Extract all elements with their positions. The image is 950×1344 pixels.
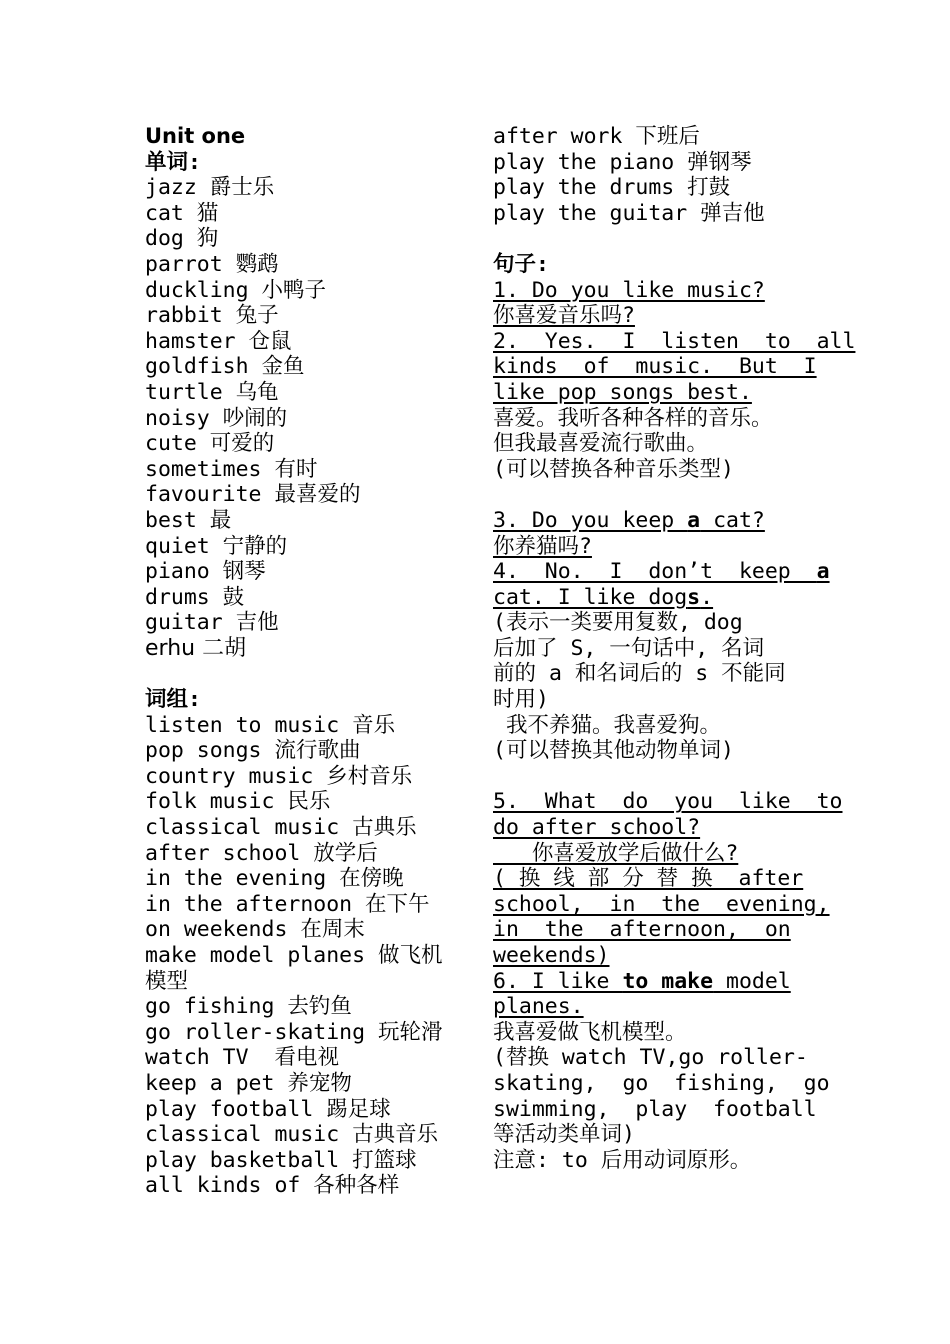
phrase-item: country music 乡村音乐: [145, 763, 413, 789]
sentence-6-note: 注意: to 后用动词原形。: [493, 1147, 752, 1173]
phrase-item: play basketball 打篮球: [145, 1147, 417, 1173]
sentence-3-part: cat?: [700, 507, 765, 533]
phrase-item: after work 下班后: [493, 124, 700, 149]
phrase-item: in the evening 在傍晚: [145, 866, 404, 892]
word-item: guitar 吉他: [145, 610, 279, 636]
sentence-4-note: (表示一类要用复数, dog: [493, 610, 743, 636]
word-item: erhu 二胡: [145, 635, 247, 661]
word-item: rabbit 兔子: [145, 303, 279, 329]
sentence-4-bold: a: [816, 559, 830, 585]
phrase-item: go fishing 去钓鱼: [145, 994, 352, 1020]
phrase-item: classical music 古典乐: [145, 815, 417, 841]
sentence-3-english: [493, 508, 811, 534]
sentence-6-bold: to make: [622, 968, 714, 994]
phrase-item: go roller-skating 玩轮滑: [145, 1019, 443, 1045]
phrase-item: in the afternoon 在下午: [145, 891, 430, 917]
spacer: [145, 661, 465, 687]
sentences-heading: 句子:: [493, 251, 549, 277]
phrase-item: after school 放学后: [145, 840, 378, 866]
phrase-item: on weekends 在周末: [145, 917, 365, 943]
sentence-5-note: ( 换 线 部 分 替 换 after: [493, 866, 804, 892]
sentence-6-part: 6. I like: [493, 968, 623, 994]
sentence-2-english: like pop songs best.: [493, 379, 752, 405]
word-item: piano 钢琴: [145, 559, 266, 585]
word-item: goldfish 金鱼: [145, 354, 305, 380]
sentence-4-part: .: [700, 584, 714, 610]
sentence-5-note: school, in the evening,: [493, 891, 830, 917]
word-item: quiet 宁静的: [145, 533, 288, 559]
word-item: parrot 鹦鹉: [145, 251, 279, 277]
sentence-3-chinese: 你养猫吗?: [493, 533, 592, 559]
phrase-item: play the drums 打鼓: [493, 175, 731, 201]
sentence-1-chinese: 你喜爱音乐吗?: [493, 303, 635, 329]
word-item: drums 鼓: [145, 584, 245, 610]
sentence-4-note: 前的 a 和名词后的 s 不能同: [493, 661, 786, 687]
sentence-3-part: 3. Do you keep: [493, 507, 688, 533]
word-item: duckling 小鸭子: [145, 277, 326, 303]
sentence-6-note: skating, go fishing, go: [493, 1070, 830, 1096]
sentence-3-bold: a: [687, 507, 701, 533]
sentence-5-english: do after school?: [493, 815, 701, 841]
phrase-item: play football 踢足球: [145, 1096, 391, 1122]
sentence-5-chinese: 你喜爱放学后做什么?: [493, 840, 739, 866]
phrase-item: play the guitar 弹吉他: [493, 200, 765, 226]
sentence-4-note: (可以替换其他动物单词): [493, 738, 734, 764]
phrase-item: keep a pet 养宠物: [145, 1070, 352, 1096]
sentence-2-english: kinds of music. But I: [493, 354, 817, 380]
phrase-item: all kinds of 各种各样: [145, 1173, 400, 1199]
sentence-4-bold: s: [687, 584, 701, 610]
sentence-5-english: 5. What do you like to: [493, 789, 843, 815]
right-column: [493, 124, 856, 1173]
spacer: [493, 764, 811, 790]
phrase-item: 模型: [145, 968, 189, 994]
sentence-4-english: [493, 585, 811, 611]
sentence-6-part: model: [713, 968, 791, 994]
word-item: jazz 爵士乐: [145, 175, 275, 201]
word-item: dog 狗: [145, 226, 219, 252]
phrase-item: make model planes 做飞机: [145, 943, 443, 968]
phrase-item: classical music 古典音乐: [145, 1122, 439, 1148]
word-item: best 最: [145, 507, 232, 533]
phrase-item: watch TV 看电视: [145, 1045, 339, 1071]
sentence-2-note: (可以替换各种音乐类型): [493, 456, 734, 482]
sentence-5-note: in the afternoon, on: [493, 917, 791, 943]
spacer: [493, 482, 811, 508]
sentence-4-english: [493, 559, 830, 585]
sentence-4-note: 时用): [493, 687, 549, 713]
word-item: favourite 最喜爱的: [145, 482, 361, 508]
sentence-4-note: 后加了 S, 一句话中, 名词: [493, 635, 765, 661]
sentence-2-english: 2. Yes. I listen to all: [493, 328, 856, 354]
sentence-2-chinese: 喜爱。我听各种各样的音乐。: [493, 405, 773, 431]
phrase-item: folk music 民乐: [145, 789, 331, 815]
word-item: cute 可爱的: [145, 431, 275, 457]
phrase-item: pop songs 流行歌曲: [145, 738, 361, 764]
sentence-2-chinese: 但我最喜爱流行歌曲。: [493, 431, 709, 457]
word-item: turtle 乌龟: [145, 379, 279, 405]
sentence-4-part: 4. No. I don’t keep: [493, 559, 817, 585]
phrases-heading: 词组:: [145, 687, 201, 713]
words-heading: 单词:: [145, 149, 201, 175]
word-item: sometimes 有时: [145, 456, 318, 482]
unit-title: Unit one: [145, 124, 246, 148]
sentence-6-note: (替换 watch TV,go roller-: [493, 1045, 808, 1071]
sentence-4-part: cat. I like dog: [493, 584, 688, 610]
word-item: hamster 仓鼠: [145, 328, 292, 354]
sentence-6-chinese: 我喜爱做飞机模型。: [493, 1019, 687, 1045]
phrase-item: play the piano 弹钢琴: [493, 149, 752, 175]
spacer: [493, 226, 811, 252]
sentence-5-note: weekends): [493, 943, 610, 968]
sentence-4-chinese: 我不养猫。我喜爱狗。: [493, 712, 721, 738]
sentence-6-note: swimming, play football: [493, 1096, 817, 1122]
word-item: cat 猫: [145, 200, 219, 226]
sentence-6-english: planes.: [493, 994, 584, 1020]
word-item: noisy 吵闹的: [145, 405, 288, 431]
left-column: [145, 124, 465, 1199]
sentence-6-english: [493, 969, 811, 995]
phrase-item: listen to music 音乐: [145, 712, 396, 738]
sentence-1-english: 1. Do you like music?: [493, 277, 765, 303]
sentence-6-note: 等活动类单词): [493, 1122, 635, 1148]
